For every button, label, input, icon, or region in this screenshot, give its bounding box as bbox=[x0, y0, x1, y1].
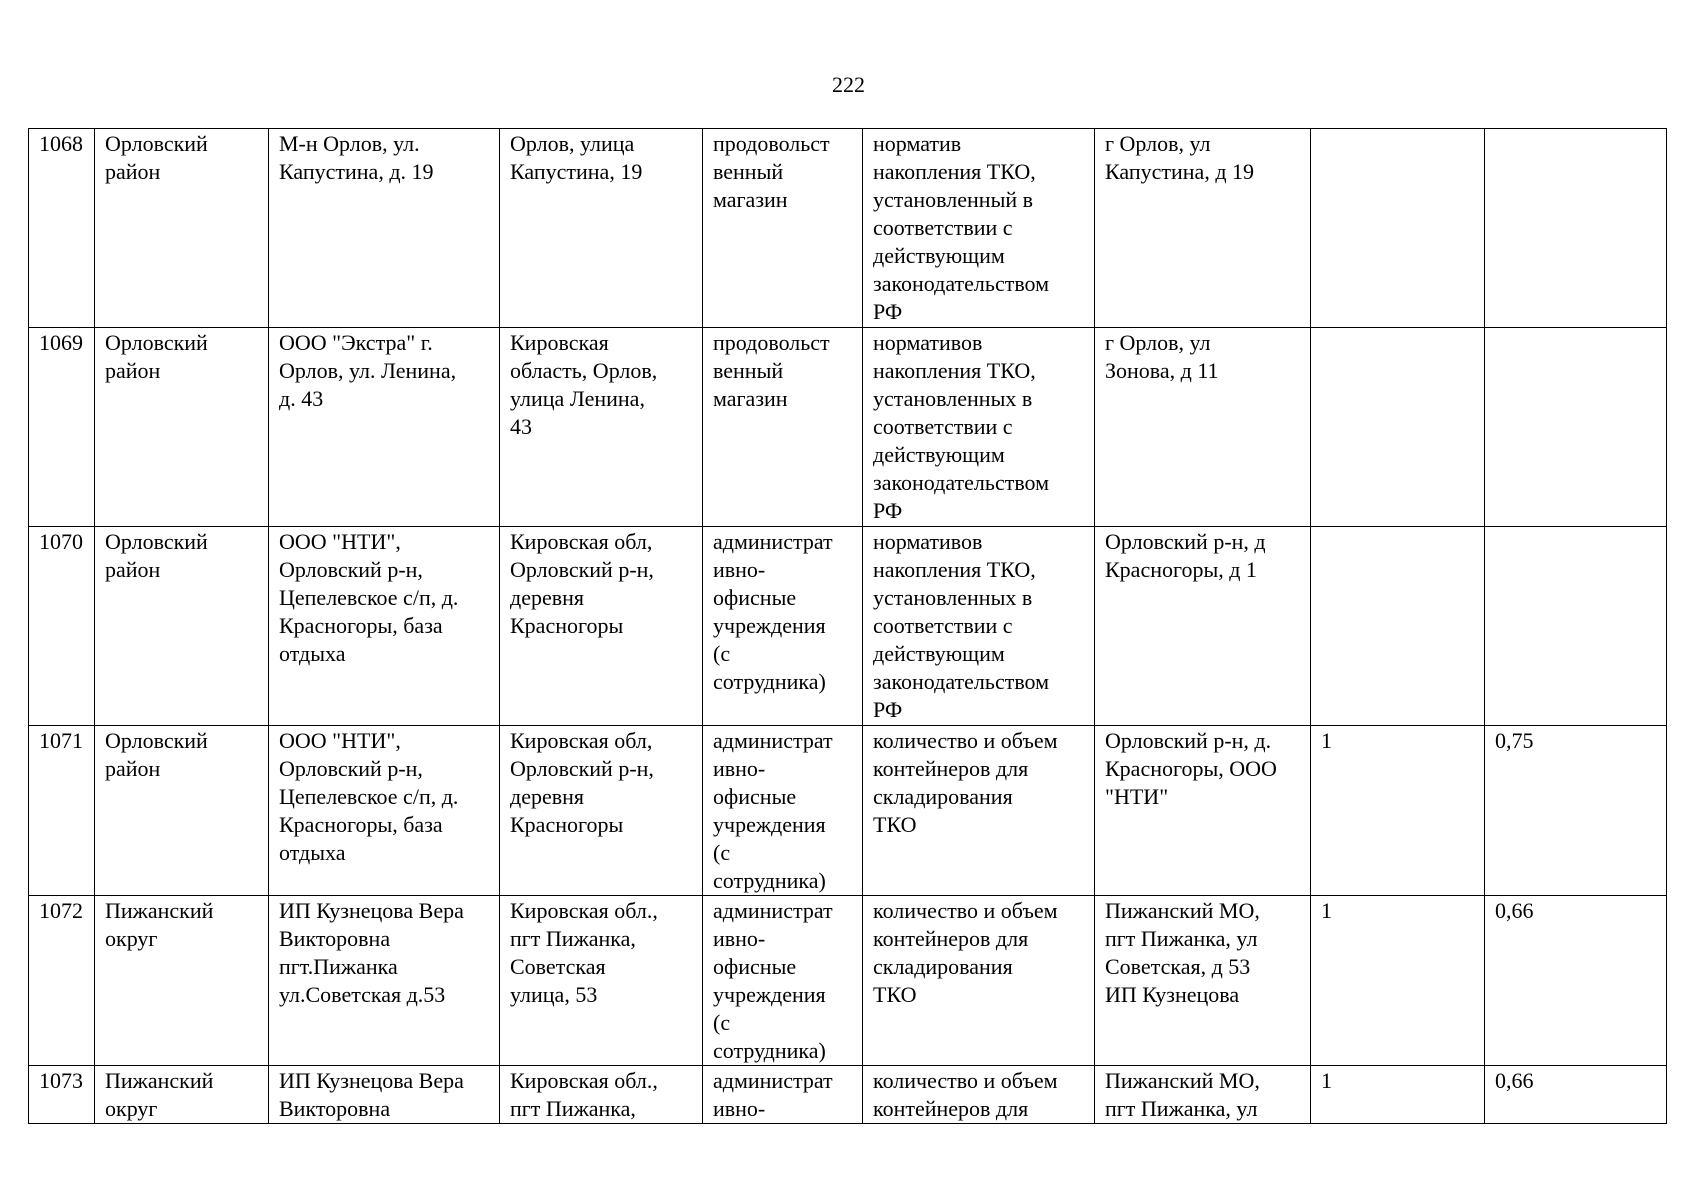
cell-owner bbox=[269, 726, 500, 896]
cell-owner-line: Викторовна bbox=[279, 926, 391, 951]
cell-category bbox=[703, 1066, 863, 1124]
cell-category-line: ивно- bbox=[713, 926, 766, 951]
cell-container-site-line: Красногоры, ООО bbox=[1105, 756, 1277, 781]
cell-category-line: администрат bbox=[713, 898, 833, 923]
cell-accumulation-method-line: количество и объем bbox=[873, 1068, 1058, 1093]
cell-address-line: пгт Пижанка, bbox=[510, 1096, 636, 1121]
cell-accumulation-method-line: законодательством bbox=[873, 470, 1050, 495]
cell-district-line: Орловский bbox=[105, 529, 208, 554]
cell-owner bbox=[269, 1066, 500, 1124]
cell-address-line: Кировская обл, bbox=[510, 728, 653, 753]
cell-address-line: Капустина, 19 bbox=[510, 159, 643, 184]
cell-address-line: пгт Пижанка, bbox=[510, 926, 636, 951]
cell-container-site-line: Орловский р-н, д. bbox=[1105, 728, 1272, 753]
cell-accumulation-method-line: соответствии с bbox=[873, 613, 1013, 638]
cell-address-line: Орлов, улица bbox=[510, 131, 635, 156]
cell-owner-line: ООО "НТИ", bbox=[279, 529, 401, 554]
table-body bbox=[29, 129, 1667, 1124]
cell-owner-line: Цепелевское с/п, д. bbox=[279, 784, 459, 809]
cell-owner-line: Орлов, ул. Ленина, bbox=[279, 358, 457, 383]
cell-accumulation-method-line: контейнеров для bbox=[873, 756, 1029, 781]
cell-accumulation-method-line: соответствии с bbox=[873, 414, 1013, 439]
cell-container-count bbox=[1311, 129, 1485, 328]
cell-accumulation-method-line: соответствии с bbox=[873, 215, 1013, 240]
cell-accumulation-method-line: накопления ТКО, bbox=[873, 358, 1036, 383]
cell-address bbox=[500, 328, 703, 527]
cell-container-site-line: Орловский р-н, д bbox=[1105, 529, 1266, 554]
cell-category-line: венный bbox=[713, 358, 784, 383]
cell-container-site-line: г Орлов, ул bbox=[1105, 131, 1211, 156]
cell-accumulation-method-line: складирования bbox=[873, 784, 1013, 809]
cell-category-line: (с bbox=[713, 1010, 731, 1035]
cell-address-line: Кировская обл., bbox=[510, 898, 658, 923]
cell-address bbox=[500, 896, 703, 1066]
cell-accumulation-method-line: накопления ТКО, bbox=[873, 557, 1036, 582]
cell-container-site-line: Зонова, д 11 bbox=[1105, 358, 1219, 383]
cell-district bbox=[95, 527, 269, 726]
cell-container-site-line: "НТИ" bbox=[1105, 784, 1169, 809]
cell-district bbox=[95, 726, 269, 896]
cell-accumulation-method-line: нормативов bbox=[873, 330, 983, 355]
cell-accumulation-method-line: накопления ТКО, bbox=[873, 159, 1036, 184]
cell-address-line: деревня bbox=[510, 784, 585, 809]
cell-category-line: сотрудника) bbox=[713, 1038, 826, 1063]
cell-container-volume bbox=[1485, 328, 1667, 527]
cell-district-line: Пижанский bbox=[105, 1068, 214, 1093]
cell-address-line: Орловский р-н, bbox=[510, 557, 654, 582]
cell-owner-line: Орловский р-н, bbox=[279, 756, 423, 781]
cell-accumulation-method-line: законодательством bbox=[873, 271, 1050, 296]
cell-district-line: Орловский bbox=[105, 728, 208, 753]
cell-accumulation-method-line: контейнеров для bbox=[873, 1096, 1029, 1121]
cell-accumulation-method-line: действующим bbox=[873, 243, 1005, 268]
table-row bbox=[29, 1066, 1667, 1124]
cell-district bbox=[95, 129, 269, 328]
cell-owner-line: ИП Кузнецова Вера bbox=[279, 1068, 464, 1093]
cell-number: 1072 bbox=[29, 896, 95, 1066]
cell-category-line: администрат bbox=[713, 728, 833, 753]
cell-container-site bbox=[1095, 896, 1311, 1066]
cell-accumulation-method-line: РФ bbox=[873, 498, 903, 523]
cell-accumulation-method-line: норматив bbox=[873, 131, 962, 156]
cell-owner-line: пгт.Пижанка bbox=[279, 954, 398, 979]
cell-category-line: учреждения bbox=[713, 812, 826, 837]
cell-address-line: улица, 53 bbox=[510, 982, 598, 1007]
cell-category-line: продовольст bbox=[713, 330, 830, 355]
cell-accumulation-method-line: установленных в bbox=[873, 386, 1033, 411]
cell-category-line: ивно- bbox=[713, 557, 766, 582]
cell-address-line: Красногоры bbox=[510, 812, 624, 837]
cell-owner-line: ООО "Экстра" г. bbox=[279, 330, 433, 355]
cell-district bbox=[95, 896, 269, 1066]
cell-container-site-line: Советская, д 53 bbox=[1105, 954, 1251, 979]
cell-container-site-line: Капустина, д 19 bbox=[1105, 159, 1255, 184]
cell-owner-line: ООО "НТИ", bbox=[279, 728, 401, 753]
table-row bbox=[29, 527, 1667, 726]
cell-owner-line: отдыха bbox=[279, 641, 346, 666]
cell-category-line: сотрудника) bbox=[713, 868, 826, 893]
cell-owner-line: Красногоры, база bbox=[279, 613, 443, 638]
cell-accumulation-method-line: РФ bbox=[873, 299, 903, 324]
cell-category-line: магазин bbox=[713, 386, 788, 411]
cell-container-site-line: г Орлов, ул bbox=[1105, 330, 1211, 355]
cell-address-line: Советская bbox=[510, 954, 606, 979]
cell-address-line: 43 bbox=[510, 414, 532, 439]
cell-district-line: округ bbox=[105, 1096, 158, 1121]
cell-container-count: 1 bbox=[1311, 1066, 1485, 1124]
cell-number: 1068 bbox=[29, 129, 95, 328]
cell-number: 1073 bbox=[29, 1066, 95, 1124]
cell-container-count bbox=[1311, 328, 1485, 527]
cell-category-line: учреждения bbox=[713, 982, 826, 1007]
cell-container-site bbox=[1095, 726, 1311, 896]
cell-address bbox=[500, 726, 703, 896]
cell-accumulation-method-line: ТКО bbox=[873, 812, 917, 837]
cell-number: 1069 bbox=[29, 328, 95, 527]
cell-district-line: район bbox=[105, 159, 161, 184]
table-row bbox=[29, 896, 1667, 1066]
cell-owner-line: отдыха bbox=[279, 840, 346, 865]
cell-category-line: офисные bbox=[713, 784, 797, 809]
cell-address-line: Красногоры bbox=[510, 613, 624, 638]
cell-container-site-line: Пижанский МО, bbox=[1105, 898, 1260, 923]
cell-category-line: учреждения bbox=[713, 613, 826, 638]
cell-container-count bbox=[1311, 527, 1485, 726]
cell-container-volume bbox=[1485, 129, 1667, 328]
cell-accumulation-method-line: количество и объем bbox=[873, 728, 1058, 753]
cell-container-site-line: пгт Пижанка, ул bbox=[1105, 1096, 1258, 1121]
cell-category-line: ивно- bbox=[713, 756, 766, 781]
cell-address bbox=[500, 129, 703, 328]
table-row bbox=[29, 129, 1667, 328]
registry-table bbox=[28, 128, 1667, 1124]
cell-category-line: венный bbox=[713, 159, 784, 184]
cell-accumulation-method-line: установленных в bbox=[873, 585, 1033, 610]
cell-district bbox=[95, 328, 269, 527]
cell-owner-line: ИП Кузнецова Вера bbox=[279, 898, 464, 923]
cell-address-line: Кировская bbox=[510, 330, 609, 355]
cell-container-site bbox=[1095, 328, 1311, 527]
cell-category-line: ивно- bbox=[713, 1096, 766, 1121]
cell-category-line: магазин bbox=[713, 187, 788, 212]
cell-category-line: продовольст bbox=[713, 131, 830, 156]
cell-address-line: область, Орлов, bbox=[510, 358, 658, 383]
cell-container-volume: 0,66 bbox=[1485, 1066, 1667, 1124]
cell-accumulation-method bbox=[863, 896, 1095, 1066]
cell-owner bbox=[269, 527, 500, 726]
table-row bbox=[29, 328, 1667, 527]
cell-container-site-line: Красногоры, д 1 bbox=[1105, 557, 1257, 582]
cell-accumulation-method bbox=[863, 328, 1095, 527]
cell-address bbox=[500, 1066, 703, 1124]
cell-district-line: район bbox=[105, 557, 161, 582]
cell-category-line: офисные bbox=[713, 585, 797, 610]
cell-container-volume: 0,75 bbox=[1485, 726, 1667, 896]
cell-district-line: округ bbox=[105, 926, 158, 951]
cell-category-line: (с bbox=[713, 840, 731, 865]
cell-address-line: деревня bbox=[510, 585, 585, 610]
cell-category-line: администрат bbox=[713, 1068, 833, 1093]
cell-container-count: 1 bbox=[1311, 896, 1485, 1066]
cell-owner-line: д. 43 bbox=[279, 386, 324, 411]
cell-category bbox=[703, 328, 863, 527]
cell-address-line: Кировская обл., bbox=[510, 1068, 658, 1093]
cell-category bbox=[703, 726, 863, 896]
cell-owner-line: Орловский р-н, bbox=[279, 557, 423, 582]
cell-address-line: Орловский р-н, bbox=[510, 756, 654, 781]
cell-owner bbox=[269, 328, 500, 527]
cell-container-site-line: пгт Пижанка, ул bbox=[1105, 926, 1258, 951]
cell-category-line: администрат bbox=[713, 529, 833, 554]
cell-accumulation-method-line: контейнеров для bbox=[873, 926, 1029, 951]
cell-accumulation-method bbox=[863, 726, 1095, 896]
cell-accumulation-method-line: действующим bbox=[873, 641, 1005, 666]
cell-owner bbox=[269, 129, 500, 328]
cell-category bbox=[703, 527, 863, 726]
cell-district-line: район bbox=[105, 358, 161, 383]
cell-number: 1070 bbox=[29, 527, 95, 726]
cell-category bbox=[703, 896, 863, 1066]
cell-address-line: Кировская обл, bbox=[510, 529, 653, 554]
cell-accumulation-method-line: складирования bbox=[873, 954, 1013, 979]
cell-accumulation-method-line: действующим bbox=[873, 442, 1005, 467]
cell-accumulation-method bbox=[863, 527, 1095, 726]
cell-container-volume: 0,66 bbox=[1485, 896, 1667, 1066]
cell-container-site bbox=[1095, 527, 1311, 726]
cell-district-line: Пижанский bbox=[105, 898, 214, 923]
cell-owner-line: Капустина, д. 19 bbox=[279, 159, 434, 184]
cell-accumulation-method bbox=[863, 1066, 1095, 1124]
cell-owner-line: Цепелевское с/п, д. bbox=[279, 585, 459, 610]
cell-district-line: район bbox=[105, 756, 161, 781]
cell-category-line: офисные bbox=[713, 954, 797, 979]
cell-accumulation-method-line: нормативов bbox=[873, 529, 983, 554]
cell-address bbox=[500, 527, 703, 726]
cell-owner-line: М-н Орлов, ул. bbox=[279, 131, 420, 156]
cell-owner-line: Красногоры, база bbox=[279, 812, 443, 837]
cell-district-line: Орловский bbox=[105, 131, 208, 156]
cell-address-line: улица Ленина, bbox=[510, 386, 645, 411]
cell-container-site bbox=[1095, 129, 1311, 328]
cell-owner-line: Викторовна bbox=[279, 1096, 391, 1121]
cell-owner bbox=[269, 896, 500, 1066]
cell-container-site bbox=[1095, 1066, 1311, 1124]
page-number: 222 bbox=[832, 72, 865, 97]
cell-category bbox=[703, 129, 863, 328]
table-row bbox=[29, 726, 1667, 896]
cell-owner-line: ул.Советская д.53 bbox=[279, 982, 446, 1007]
cell-category-line: (с bbox=[713, 641, 731, 666]
cell-accumulation-method-line: ТКО bbox=[873, 982, 917, 1007]
cell-container-site-line: Пижанский МО, bbox=[1105, 1068, 1260, 1093]
cell-category-line: сотрудника) bbox=[713, 669, 826, 694]
cell-number: 1071 bbox=[29, 726, 95, 896]
cell-accumulation-method-line: установленный в bbox=[873, 187, 1034, 212]
cell-container-volume bbox=[1485, 527, 1667, 726]
cell-district-line: Орловский bbox=[105, 330, 208, 355]
cell-accumulation-method-line: РФ bbox=[873, 697, 903, 722]
cell-container-site-line: ИП Кузнецова bbox=[1105, 982, 1240, 1007]
cell-accumulation-method bbox=[863, 129, 1095, 328]
cell-district bbox=[95, 1066, 269, 1124]
cell-container-count: 1 bbox=[1311, 726, 1485, 896]
cell-accumulation-method-line: количество и объем bbox=[873, 898, 1058, 923]
cell-accumulation-method-line: законодательством bbox=[873, 669, 1050, 694]
